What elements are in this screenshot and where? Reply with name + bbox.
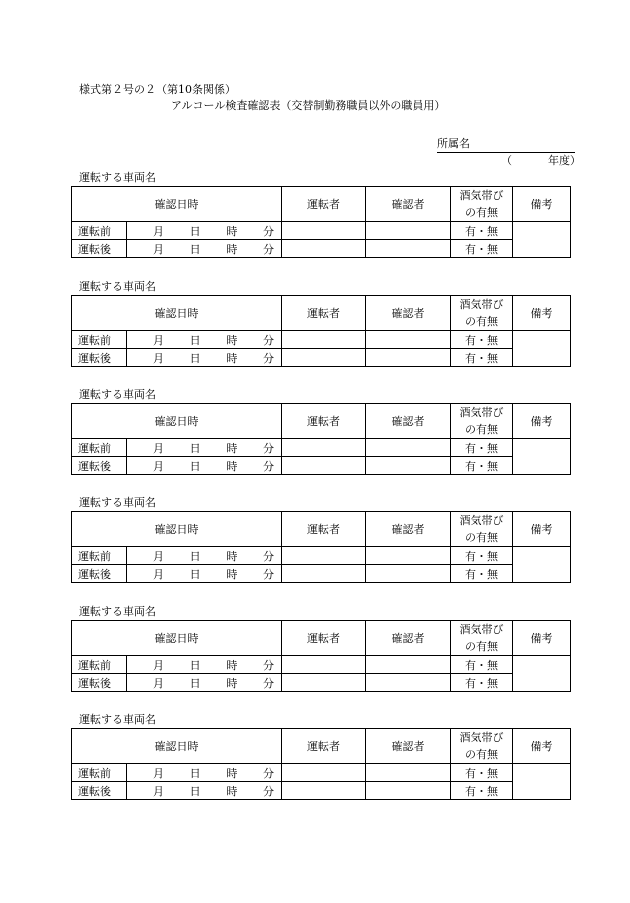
day-label: 日 [189, 784, 201, 798]
driver-field[interactable] [282, 565, 366, 583]
checker-field[interactable] [366, 457, 451, 475]
driver-field[interactable] [282, 782, 366, 800]
remarks-header: 備考 [513, 512, 571, 547]
inspection-table [71, 511, 571, 583]
hour-label: 時 [226, 459, 238, 473]
checker-header: 確認者 [366, 404, 451, 439]
checker-header: 確認者 [366, 512, 451, 547]
day-label: 日 [189, 441, 201, 455]
check-datetime-header: 確認日時 [72, 187, 282, 222]
checker-field[interactable] [366, 782, 451, 800]
before-driving-label: 運転前 [72, 222, 127, 240]
checker-header: 確認者 [366, 729, 451, 764]
day-label: 日 [189, 351, 201, 365]
inspection-table [71, 295, 571, 367]
checker-field[interactable] [366, 240, 451, 258]
driver-field[interactable] [282, 222, 366, 240]
checker-field[interactable] [366, 222, 451, 240]
remarks-header: 備考 [513, 296, 571, 331]
header-row [72, 621, 571, 656]
affiliation-field[interactable] [437, 135, 575, 153]
datetime-field[interactable] [127, 439, 282, 457]
day-label: 日 [189, 333, 201, 347]
before-driving-row [72, 439, 571, 457]
checker-field[interactable] [366, 331, 451, 349]
alcohol-yes-no-option[interactable]: 有・無 [451, 547, 513, 565]
alcohol-header-line1: 酒気帯び [459, 406, 504, 419]
datetime-field[interactable] [127, 782, 282, 800]
checker-field[interactable] [366, 656, 451, 674]
after-driving-label: 運転後 [72, 565, 127, 583]
month-label: 月 [153, 676, 164, 690]
day-label: 日 [189, 658, 201, 672]
hour-label: 時 [226, 441, 238, 455]
header-row [72, 729, 571, 764]
alcohol-header-line2: の有無 [465, 531, 498, 544]
driver-header: 運転者 [282, 729, 366, 764]
hour-label: 時 [226, 549, 238, 563]
after-driving-row [72, 674, 571, 692]
vehicle-name-label: 運転する車両名 [79, 496, 156, 509]
alcohol-header [451, 404, 513, 439]
alcohol-yes-no-option[interactable]: 有・無 [451, 240, 513, 258]
driver-field[interactable] [282, 439, 366, 457]
alcohol-yes-no-option[interactable]: 有・無 [451, 565, 513, 583]
inspection-table [71, 186, 571, 258]
after-driving-row [72, 349, 571, 367]
day-label: 日 [189, 567, 201, 581]
month-label: 月 [153, 784, 164, 798]
alcohol-header [451, 729, 513, 764]
driver-field[interactable] [282, 240, 366, 258]
after-driving-label: 運転後 [72, 240, 127, 258]
after-driving-row [72, 240, 571, 258]
alcohol-header [451, 296, 513, 331]
vehicle-name-label: 運転する車両名 [79, 171, 156, 184]
checker-field[interactable] [366, 439, 451, 457]
header-row [72, 296, 571, 331]
remarks-field[interactable] [513, 764, 571, 800]
datetime-field[interactable] [127, 565, 282, 583]
checker-header: 確認者 [366, 296, 451, 331]
driver-header: 運転者 [282, 296, 366, 331]
datetime-field[interactable] [127, 240, 282, 258]
alcohol-header [451, 621, 513, 656]
driver-header: 運転者 [282, 187, 366, 222]
checker-header: 確認者 [366, 621, 451, 656]
alcohol-header-line1: 酒気帯び [459, 623, 504, 636]
after-driving-row [72, 565, 571, 583]
before-driving-row [72, 764, 571, 782]
minute-label: 分 [262, 567, 274, 581]
alcohol-header-line1: 酒気帯び [459, 514, 504, 527]
before-driving-label: 運転前 [72, 764, 127, 782]
remarks-header: 備考 [513, 187, 571, 222]
after-driving-label: 運転後 [72, 457, 127, 475]
datetime-field[interactable] [127, 764, 282, 782]
hour-label: 時 [226, 224, 238, 238]
vehicle-name-label: 運転する車両名 [79, 605, 156, 618]
before-driving-row [72, 547, 571, 565]
vehicle-name-label: 運転する車両名 [79, 280, 156, 293]
month-label: 月 [153, 567, 164, 581]
checker-field[interactable] [366, 764, 451, 782]
hour-label: 時 [226, 567, 238, 581]
remarks-header: 備考 [513, 621, 571, 656]
check-datetime-header: 確認日時 [72, 296, 282, 331]
minute-label: 分 [262, 333, 274, 347]
alcohol-header-line2: の有無 [465, 315, 498, 328]
minute-label: 分 [262, 658, 274, 672]
remarks-field[interactable] [513, 656, 571, 692]
check-datetime-header: 確認日時 [72, 621, 282, 656]
remarks-field[interactable] [513, 439, 571, 475]
minute-label: 分 [262, 766, 274, 780]
hour-label: 時 [226, 676, 238, 690]
header-row [72, 187, 571, 222]
header-row [72, 512, 571, 547]
checker-field[interactable] [366, 674, 451, 692]
remarks-header: 備考 [513, 729, 571, 764]
vehicle-name-label: 運転する車両名 [79, 713, 156, 726]
minute-label: 分 [262, 351, 274, 365]
month-label: 月 [153, 459, 164, 473]
driver-field[interactable] [282, 764, 366, 782]
day-label: 日 [189, 766, 201, 780]
month-label: 月 [153, 766, 164, 780]
day-label: 日 [189, 676, 201, 690]
after-driving-label: 運転後 [72, 674, 127, 692]
hour-label: 時 [226, 784, 238, 798]
before-driving-label: 運転前 [72, 331, 127, 349]
before-driving-row [72, 222, 571, 240]
datetime-field[interactable] [127, 547, 282, 565]
hour-label: 時 [226, 766, 238, 780]
datetime-field[interactable] [127, 222, 282, 240]
alcohol-yes-no-option[interactable]: 有・無 [451, 782, 513, 800]
year-open-paren: （ [501, 154, 512, 167]
day-label: 日 [189, 459, 201, 473]
checker-header: 確認者 [366, 187, 451, 222]
datetime-field[interactable] [127, 674, 282, 692]
check-datetime-header: 確認日時 [72, 512, 282, 547]
checker-field[interactable] [366, 547, 451, 565]
month-label: 月 [153, 224, 164, 238]
fiscal-year-field[interactable] [501, 152, 581, 168]
before-driving-label: 運転前 [72, 547, 127, 565]
before-driving-label: 運転前 [72, 656, 127, 674]
minute-label: 分 [262, 242, 274, 256]
alcohol-yes-no-option[interactable]: 有・無 [451, 656, 513, 674]
alcohol-yes-no-option[interactable]: 有・無 [451, 331, 513, 349]
minute-label: 分 [262, 784, 274, 798]
document-title: アルコール検査確認表（交替制勤務職員以外の職員用） [171, 99, 446, 112]
hour-label: 時 [226, 658, 238, 672]
header-row [72, 404, 571, 439]
check-datetime-header: 確認日時 [72, 404, 282, 439]
minute-label: 分 [262, 676, 274, 690]
after-driving-row [72, 782, 571, 800]
before-driving-row [72, 656, 571, 674]
year-label: 年度） [548, 154, 581, 167]
checker-field[interactable] [366, 565, 451, 583]
minute-label: 分 [262, 459, 274, 473]
alcohol-yes-no-option[interactable]: 有・無 [451, 674, 513, 692]
day-label: 日 [189, 242, 201, 256]
driver-field[interactable] [282, 656, 366, 674]
alcohol-header-line2: の有無 [465, 423, 498, 436]
alcohol-header-line1: 酒気帯び [459, 298, 504, 311]
driver-field[interactable] [282, 674, 366, 692]
vehicle-name-label: 運転する車両名 [79, 388, 156, 401]
remarks-field[interactable] [513, 331, 571, 367]
alcohol-header-line1: 酒気帯び [459, 731, 504, 744]
datetime-field[interactable] [127, 331, 282, 349]
after-driving-label: 運転後 [72, 349, 127, 367]
datetime-field[interactable] [127, 656, 282, 674]
driver-header: 運転者 [282, 621, 366, 656]
month-label: 月 [153, 351, 164, 365]
alcohol-header-line2: の有無 [465, 748, 498, 761]
minute-label: 分 [262, 549, 274, 563]
driver-header: 運転者 [282, 512, 366, 547]
day-label: 日 [189, 224, 201, 238]
after-driving-label: 運転後 [72, 782, 127, 800]
alcohol-yes-no-option[interactable]: 有・無 [451, 222, 513, 240]
minute-label: 分 [262, 441, 274, 455]
alcohol-header [451, 187, 513, 222]
hour-label: 時 [226, 351, 238, 365]
minute-label: 分 [262, 224, 274, 238]
month-label: 月 [153, 333, 164, 347]
alcohol-header-line1: 酒気帯び [459, 189, 504, 202]
driver-header: 運転者 [282, 404, 366, 439]
before-driving-row [72, 331, 571, 349]
alcohol-yes-no-option[interactable]: 有・無 [451, 457, 513, 475]
hour-label: 時 [226, 242, 238, 256]
affiliation-label: 所属名 [437, 137, 470, 150]
check-datetime-header: 確認日時 [72, 729, 282, 764]
month-label: 月 [153, 242, 164, 256]
month-label: 月 [153, 658, 164, 672]
checker-field[interactable] [366, 349, 451, 367]
alcohol-yes-no-option[interactable]: 有・無 [451, 764, 513, 782]
month-label: 月 [153, 441, 164, 455]
driver-field[interactable] [282, 457, 366, 475]
remarks-header: 備考 [513, 404, 571, 439]
day-label: 日 [189, 549, 201, 563]
after-driving-row [72, 457, 571, 475]
datetime-field[interactable] [127, 349, 282, 367]
remarks-field[interactable] [513, 547, 571, 583]
alcohol-yes-no-option[interactable]: 有・無 [451, 439, 513, 457]
inspection-table [71, 620, 571, 692]
alcohol-header-line2: の有無 [465, 206, 498, 219]
form-number: 様式第２号の２（第10条関係） [79, 83, 236, 96]
alcohol-header [451, 512, 513, 547]
inspection-table [71, 728, 571, 800]
driver-field[interactable] [282, 547, 366, 565]
alcohol-header-line2: の有無 [465, 640, 498, 653]
inspection-table [71, 403, 571, 475]
month-label: 月 [153, 549, 164, 563]
driver-field[interactable] [282, 331, 366, 349]
driver-field[interactable] [282, 349, 366, 367]
alcohol-yes-no-option[interactable]: 有・無 [451, 349, 513, 367]
remarks-field[interactable] [513, 222, 571, 258]
datetime-field[interactable] [127, 457, 282, 475]
before-driving-label: 運転前 [72, 439, 127, 457]
hour-label: 時 [226, 333, 238, 347]
